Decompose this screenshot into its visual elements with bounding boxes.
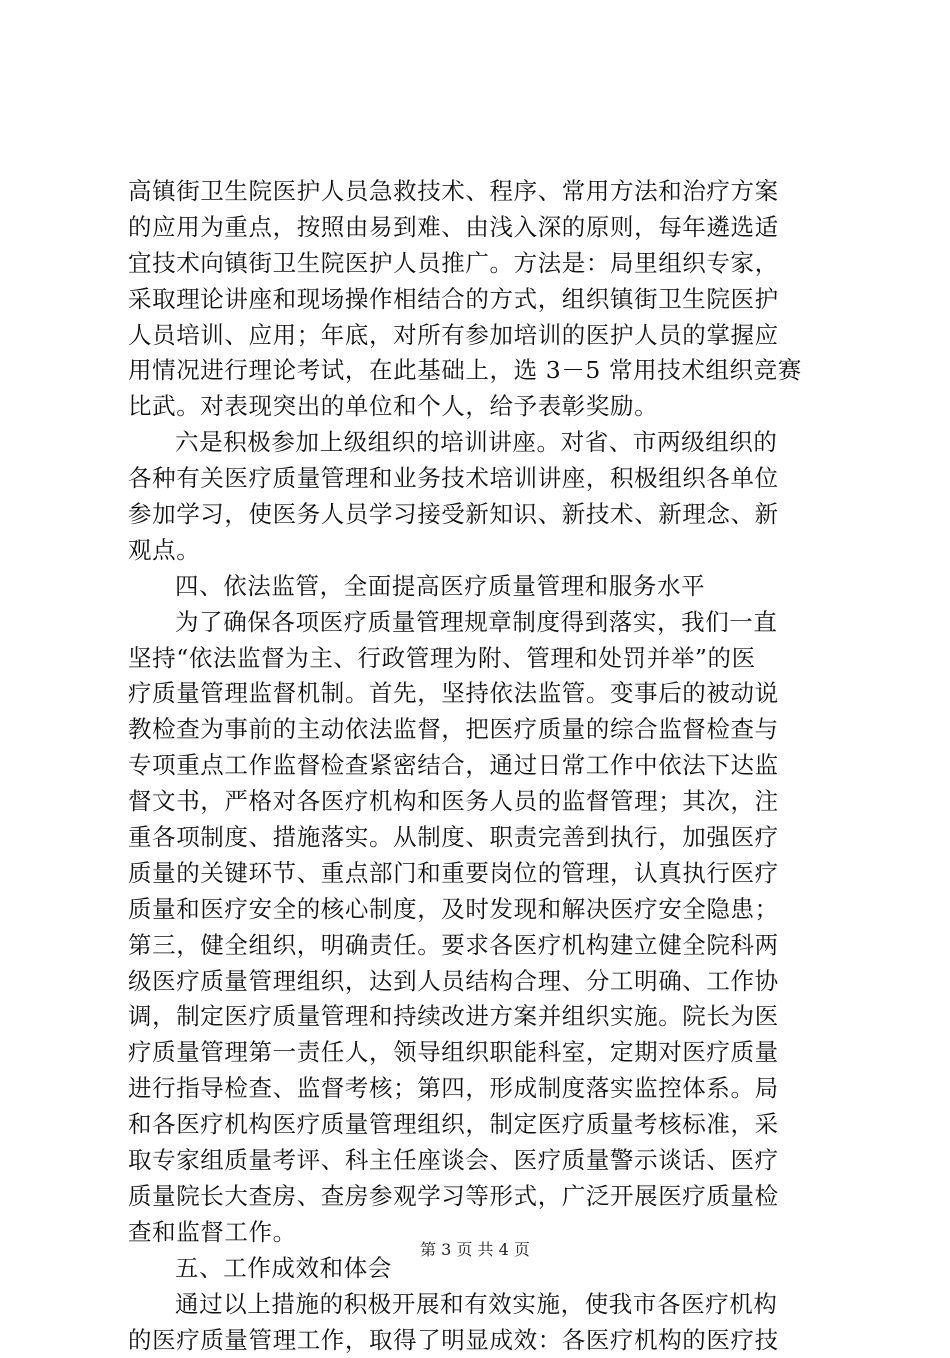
text-line: 进行指导检查、监督考核；第四，形成制度落实监控体系。局	[128, 1071, 828, 1107]
text-line: 各种有关医疗质量管理和业务技术培训讲座，积极组织各单位	[128, 461, 828, 497]
text-line: 用情况进行理论考试，在此基础上，选 3－5 常用技术组织竞赛	[128, 353, 828, 389]
text-line: 重各项制度、措施落实。从制度、职责完善到执行，加强医疗	[128, 820, 828, 856]
text-line: 质量院长大查房、查房参观学习等形式，广泛开展医疗质量检	[128, 1179, 828, 1215]
text-line: 比武。对表现突出的单位和个人，给予表彰奖励。	[128, 389, 828, 425]
text-line: 为了确保各项医疗质量管理规章制度得到落实，我们一直	[128, 605, 828, 641]
text-line: 四、依法监管，全面提高医疗质量管理和服务水平	[128, 569, 828, 605]
text-line: 教检查为事前的主动依法监督，把医疗质量的综合监督检查与	[128, 712, 828, 748]
text-line: 坚持“依法监督为主、行政管理为附、管理和处罚并举”的医	[128, 641, 828, 677]
text-line: 调，制定医疗质量管理和持续改进方案并组织实施。院长为医	[128, 999, 828, 1035]
text-line: 观点。	[128, 533, 828, 569]
text-line: 通过以上措施的积极开展和有效实施，使我市各医疗机构	[128, 1287, 828, 1323]
text-line: 第三，健全组织，明确责任。要求各医疗机构建立健全院科两	[128, 928, 828, 964]
text-line: 专项重点工作监督检查紧密结合，通过日常工作中依法下达监	[128, 748, 828, 784]
text-line: 六是积极参加上级组织的培训讲座。对省、市两级组织的	[128, 425, 828, 461]
text-line: 参加学习，使医务人员学习接受新知识、新技术、新理念、新	[128, 497, 828, 533]
text-line: 取专家组质量考评、科主任座谈会、医疗质量警示谈话、医疗	[128, 1143, 828, 1179]
text-line: 督文书，严格对各医疗机构和医务人员的监督管理；其次，注	[128, 784, 828, 820]
text-line: 采取理论讲座和现场操作相结合的方式，组织镇街卫生院医护	[128, 282, 828, 318]
text-line: 查和监督工作。	[128, 1215, 828, 1251]
text-line: 的应用为重点，按照由易到难、由浅入深的原则，每年遴选适	[128, 210, 828, 246]
page-footer: 第 3 页 共 4 页	[0, 1240, 950, 1260]
text-line: 宜技术向镇街卫生院医护人员推广。方法是：局里组织专家，	[128, 246, 828, 282]
document-body	[128, 174, 828, 1358]
text-line: 疗质量管理第一责任人，领导组织职能科室，定期对医疗质量	[128, 1035, 828, 1071]
text-line: 五、工作成效和体会	[128, 1251, 828, 1287]
text-line: 质量的关键环节、重点部门和重要岗位的管理，认真执行医疗	[128, 856, 828, 892]
text-line: 人员培训、应用；年底，对所有参加培训的医护人员的掌握应	[128, 318, 828, 354]
text-line: 和各医疗机构医疗质量管理组织，制定医疗质量考核标准，采	[128, 1107, 828, 1143]
text-line: 级医疗质量管理组织，达到人员结构合理、分工明确、工作协	[128, 964, 828, 1000]
text-line: 质量和医疗安全的核心制度，及时发现和解决医疗安全隐患；	[128, 892, 828, 928]
text-line: 高镇街卫生院医护人员急救技术、程序、常用方法和治疗方案	[128, 174, 828, 210]
text-line: 疗质量管理监督机制。首先，坚持依法监管。变事后的被动说	[128, 676, 828, 712]
text-line: 的医疗质量管理工作，取得了明显成效：各医疗机构的医疗技	[128, 1323, 828, 1358]
